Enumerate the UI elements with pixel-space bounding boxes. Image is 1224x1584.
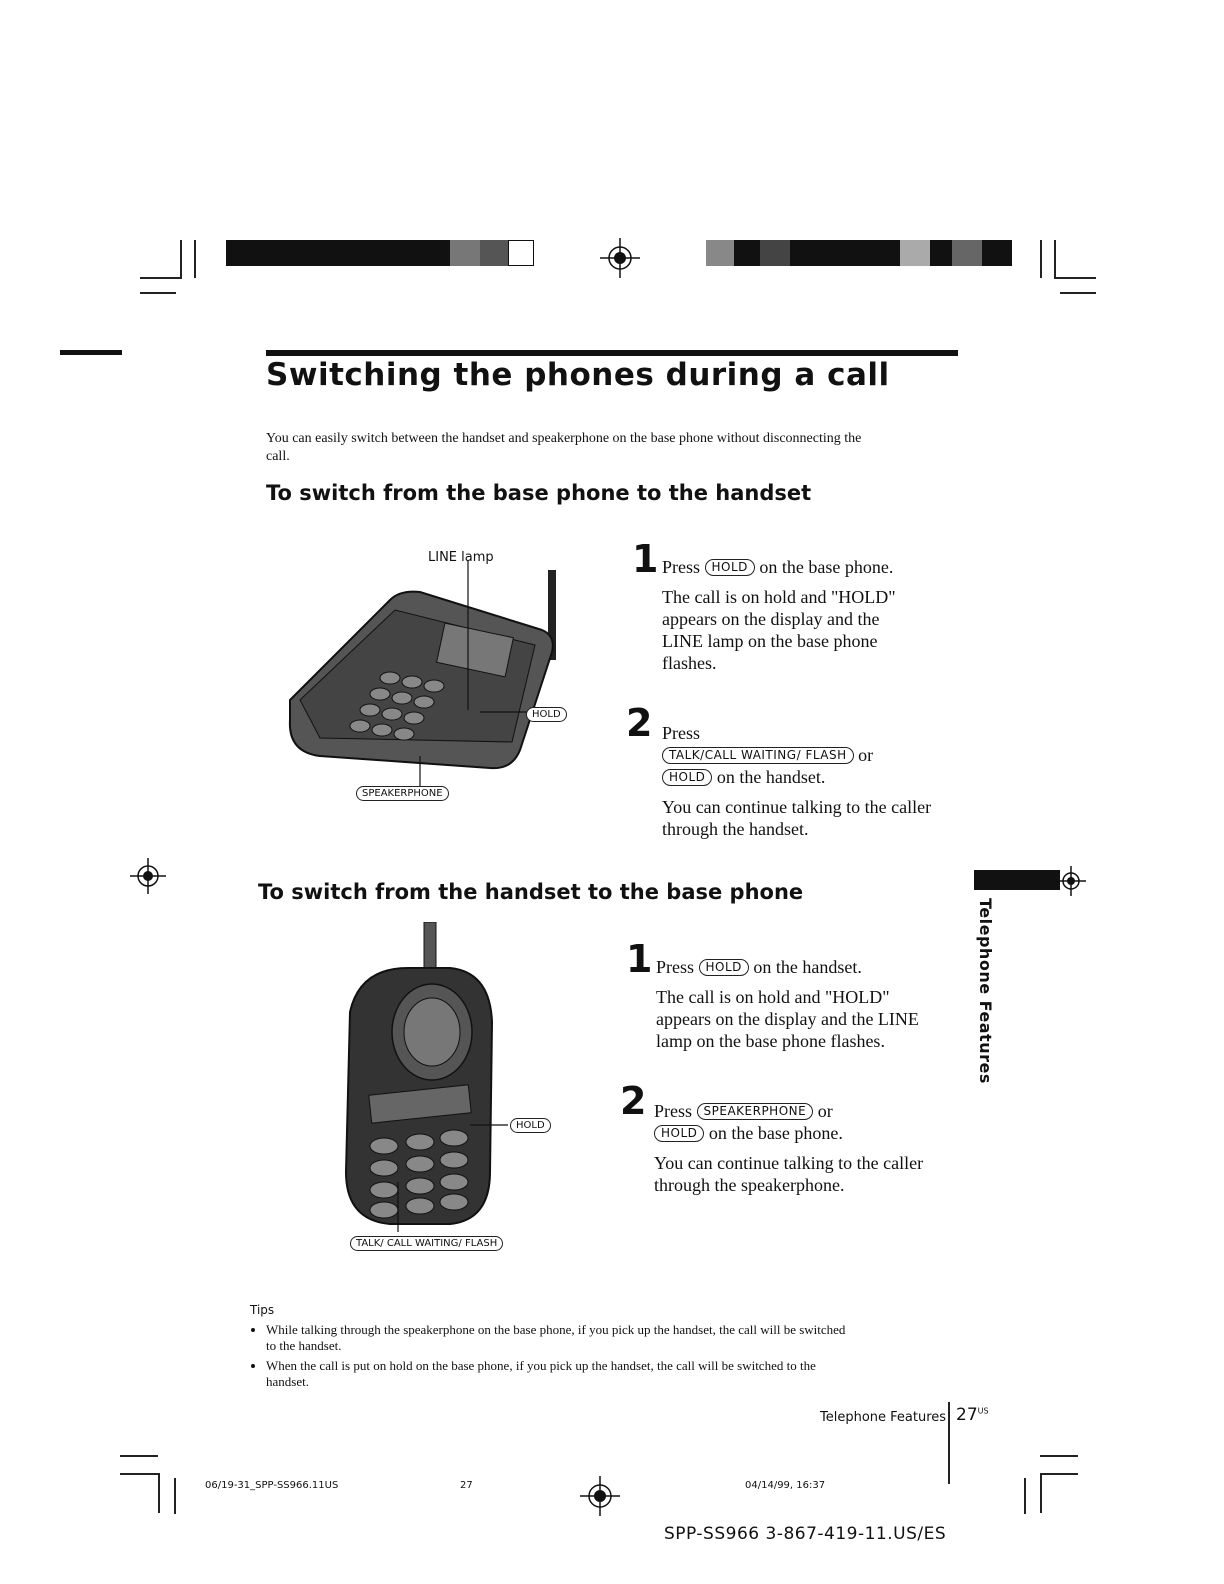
base-phone-illustration	[280, 560, 580, 800]
print-file-label: 06/19-31_SPP-SS966.11US	[205, 1480, 339, 1491]
or-text: or	[817, 1101, 833, 1121]
step-note: The call is on hold and "HOLD" appears on the display and the LINE lamp on the base phone flashes.	[662, 587, 896, 673]
color-bar-left-gray-1	[450, 240, 480, 266]
figure-label-hold-key: HOLD	[510, 1118, 551, 1133]
tip-item: • When the call is put on hold on the base phone, if you pick up the handset, the call will be switched to the handset.	[266, 1358, 850, 1390]
title-rule	[266, 350, 958, 356]
color-bar-right-gray-1	[706, 240, 734, 266]
page-number: 27	[956, 1405, 978, 1425]
hold-key: HOLD	[654, 1125, 704, 1142]
page-suffix: US	[977, 1406, 989, 1416]
footer-divider	[948, 1402, 950, 1484]
hold-key: HOLD	[699, 959, 749, 976]
page-title: Switching the phones during a call	[266, 357, 890, 393]
step-text: on the base phone.	[708, 1123, 843, 1143]
crop-mark-bottom-left-v2	[174, 1478, 176, 1514]
color-bar-right-gray-2	[760, 240, 790, 266]
tips-heading: Tips	[250, 1303, 275, 1317]
section1-heading: To switch from the base phone to the handset	[266, 481, 812, 505]
or-text: or	[858, 745, 874, 765]
crop-mark-top-right-h2	[1060, 292, 1096, 294]
step-note: You can continue talking to the caller through the speakerphone.	[654, 1153, 924, 1195]
tips-block	[250, 1302, 850, 1394]
crop-mark-bottom-right-h2	[1040, 1473, 1078, 1475]
section1-step2	[662, 722, 962, 840]
registration-target-right-icon	[1056, 866, 1086, 896]
color-bar-left-gray-2	[480, 240, 508, 266]
handset-illustration	[340, 922, 570, 1252]
section1-step2-number: 2	[626, 701, 653, 745]
step-text: on the handset.	[716, 767, 826, 787]
crop-mark-top-left-v1	[180, 240, 182, 278]
hold-key: HOLD	[662, 769, 712, 786]
step-note: You can continue talking to the caller through the handset.	[662, 797, 932, 839]
section1-step1	[662, 556, 922, 674]
figure-label-talk-key: TALK/ CALL WAITING/ FLASH	[350, 1236, 503, 1251]
section2-step1-number: 1	[626, 937, 653, 981]
crop-mark-bottom-right-v2	[1024, 1478, 1026, 1514]
press-text: Press	[654, 1101, 693, 1121]
press-text: Press	[662, 557, 701, 577]
section2-step2	[654, 1100, 954, 1196]
color-bar-right-gray-3	[900, 240, 930, 266]
model-code: SPP-SS966 3-867-419-11.US/ES	[664, 1524, 947, 1544]
print-date-label: 04/14/99, 16:37	[745, 1480, 826, 1491]
color-bar-left-white	[508, 240, 534, 266]
crop-mark-top-right-v2	[1054, 240, 1056, 278]
footer-section-name: Telephone Features	[820, 1410, 947, 1425]
crop-mark-top-left-h1	[140, 277, 182, 279]
side-tab-label: Telephone Features	[976, 898, 995, 1084]
registration-target-left-icon	[130, 858, 166, 894]
speakerphone-key: SPEAKERPHONE	[697, 1103, 814, 1120]
step-text: on the base phone.	[759, 557, 894, 577]
crop-mark-bottom-left-h1	[120, 1455, 158, 1457]
tips-list	[250, 1322, 850, 1390]
side-tab-bar	[974, 870, 1060, 890]
talk-call-waiting-flash-key: TALK/CALL WAITING/ FLASH	[662, 747, 854, 764]
crop-mark-bottom-right-h1	[1040, 1455, 1078, 1457]
registration-target-bottom-icon	[580, 1476, 620, 1516]
crop-mark-bottom-right-v1	[1040, 1473, 1042, 1513]
figure-label-speakerphone-key: SPEAKERPHONE	[356, 786, 449, 801]
crop-mark-bottom-left-h2	[120, 1473, 158, 1475]
crop-mark-top-left-h2	[140, 292, 176, 294]
crop-mark-top-right-v1	[1040, 240, 1042, 278]
section2-heading: To switch from the handset to the base phone	[258, 880, 804, 904]
color-bar-left	[226, 240, 450, 266]
tip-item: • While talking through the speakerphone on the base phone, if you pick up the handset, the call will be switched to the handset.	[266, 1322, 850, 1354]
color-bar-right-gray-4	[952, 240, 982, 266]
figure-label-hold-key: HOLD	[526, 707, 567, 722]
hold-key: HOLD	[705, 559, 755, 576]
crop-mark-top-right-h1	[1054, 277, 1096, 279]
section2-step1	[656, 956, 946, 1052]
footer-page-number	[956, 1405, 989, 1425]
step-text: on the handset.	[753, 957, 862, 977]
registration-target-icon	[600, 238, 640, 278]
section1-step1-number: 1	[632, 537, 659, 581]
press-text: Press	[656, 957, 695, 977]
intro-paragraph: You can easily switch between the handset and speakerphone on the base phone without disconnecting the call.	[266, 431, 862, 464]
crop-mark-top-left-v2	[194, 240, 196, 278]
margin-rule-left	[60, 350, 122, 355]
press-text: Press	[662, 723, 701, 743]
figure-label-line-lamp: LINE lamp	[428, 550, 494, 565]
crop-mark-bottom-left-v1	[158, 1473, 160, 1513]
step-note: The call is on hold and "HOLD" appears on the display and the LINE lamp on the base phone flashes.	[656, 987, 919, 1051]
section2-step2-number: 2	[620, 1079, 647, 1123]
print-page-label: 27	[460, 1480, 473, 1491]
